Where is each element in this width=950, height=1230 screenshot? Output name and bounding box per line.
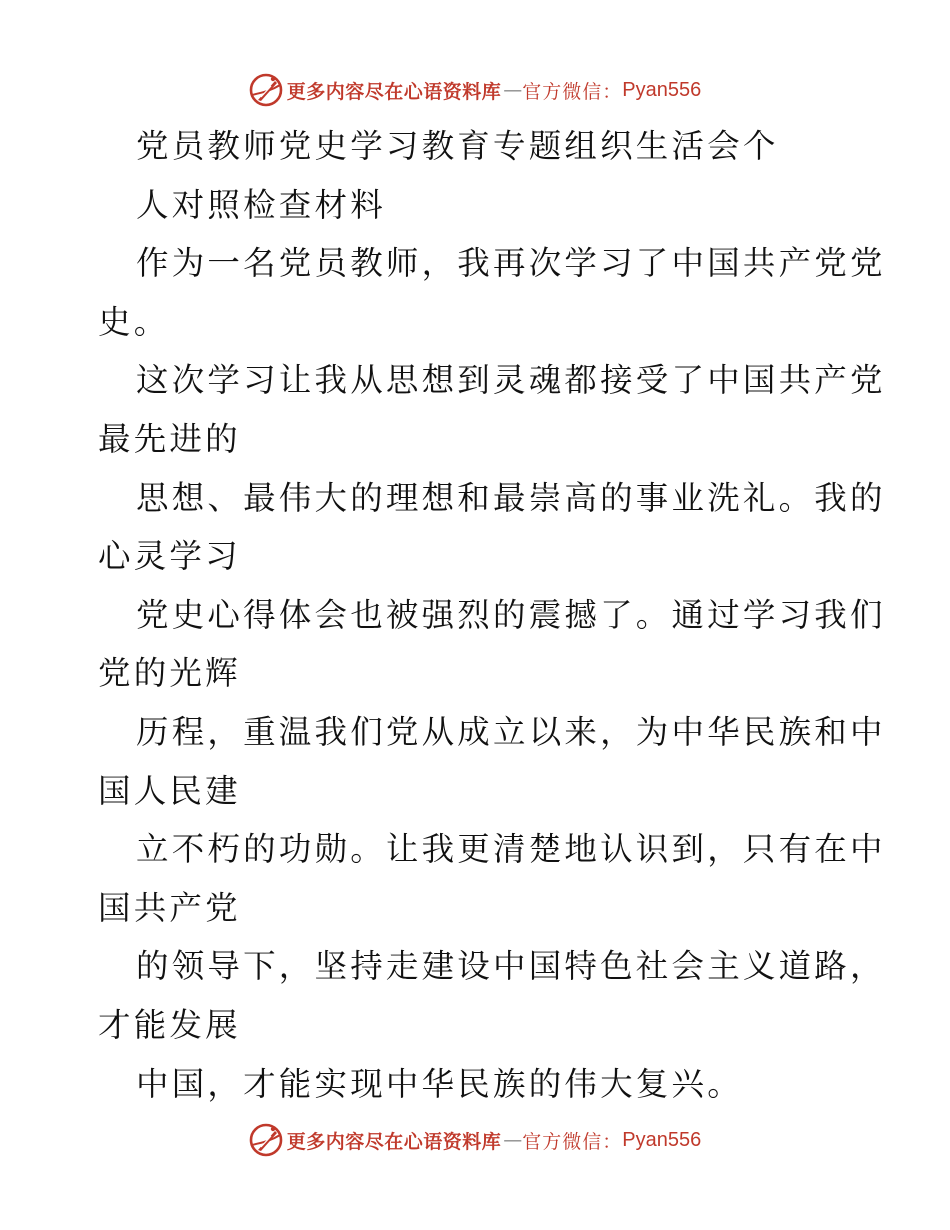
- paragraph-line: 中国，才能实现中华民族的伟大复兴。: [136, 1064, 743, 1103]
- paragraph-line: 历程，重温我们党从成立以来，为中华民族和中: [136, 712, 886, 751]
- paragraph-line: 国人民建: [98, 771, 241, 810]
- footer-banner: [0, 1122, 950, 1158]
- document-body: [98, 117, 886, 1113]
- paragraph-line: 作为一名党员教师，我再次学习了中国共产党党: [136, 244, 886, 283]
- paragraph-line: 最先进的: [98, 419, 241, 458]
- banner-separator: —: [503, 1129, 521, 1151]
- banner-text: 更多内容尽在心语资料库: [286, 80, 502, 103]
- banner-text: 更多内容尽在心语资料库: [286, 1130, 502, 1153]
- wechat-id: Pyan556: [622, 1128, 702, 1151]
- paragraph-line: 思想、最伟大的理想和最崇高的事业洗礼。我的: [136, 478, 886, 517]
- paragraph-line: 国共产党: [98, 888, 241, 927]
- paragraph-line: 这次学习让我从思想到灵魂都接受了中国共产党: [136, 361, 886, 400]
- wechat-label: 官方微信：: [522, 80, 623, 103]
- quill-logo-icon: [249, 73, 283, 107]
- title-line-2: 人对照检查材料: [136, 185, 386, 224]
- paragraph-line: 史。: [98, 302, 170, 341]
- wechat-label: 官方微信：: [522, 1130, 623, 1153]
- title-line-1: 党员教师党史学习教育专题组织生活会个: [136, 127, 779, 165]
- paragraph-line: 党的光辉: [98, 654, 241, 693]
- quill-logo-icon: [249, 1123, 283, 1157]
- paragraph-line: 心灵学习: [98, 537, 241, 576]
- paragraph-line: 才能发展: [98, 1005, 241, 1044]
- banner-separator: —: [503, 79, 521, 101]
- wechat-id: Pyan556: [622, 78, 702, 101]
- header-banner: [0, 72, 950, 108]
- paragraph-line: 的领导下，坚持走建设中国特色社会主义道路，: [136, 947, 886, 986]
- paragraph-line: 立不朽的功勋。让我更清楚地认识到，只有在中: [136, 830, 886, 869]
- paragraph-line: 党史心得体会也被强烈的震撼了。通过学习我们: [136, 595, 886, 634]
